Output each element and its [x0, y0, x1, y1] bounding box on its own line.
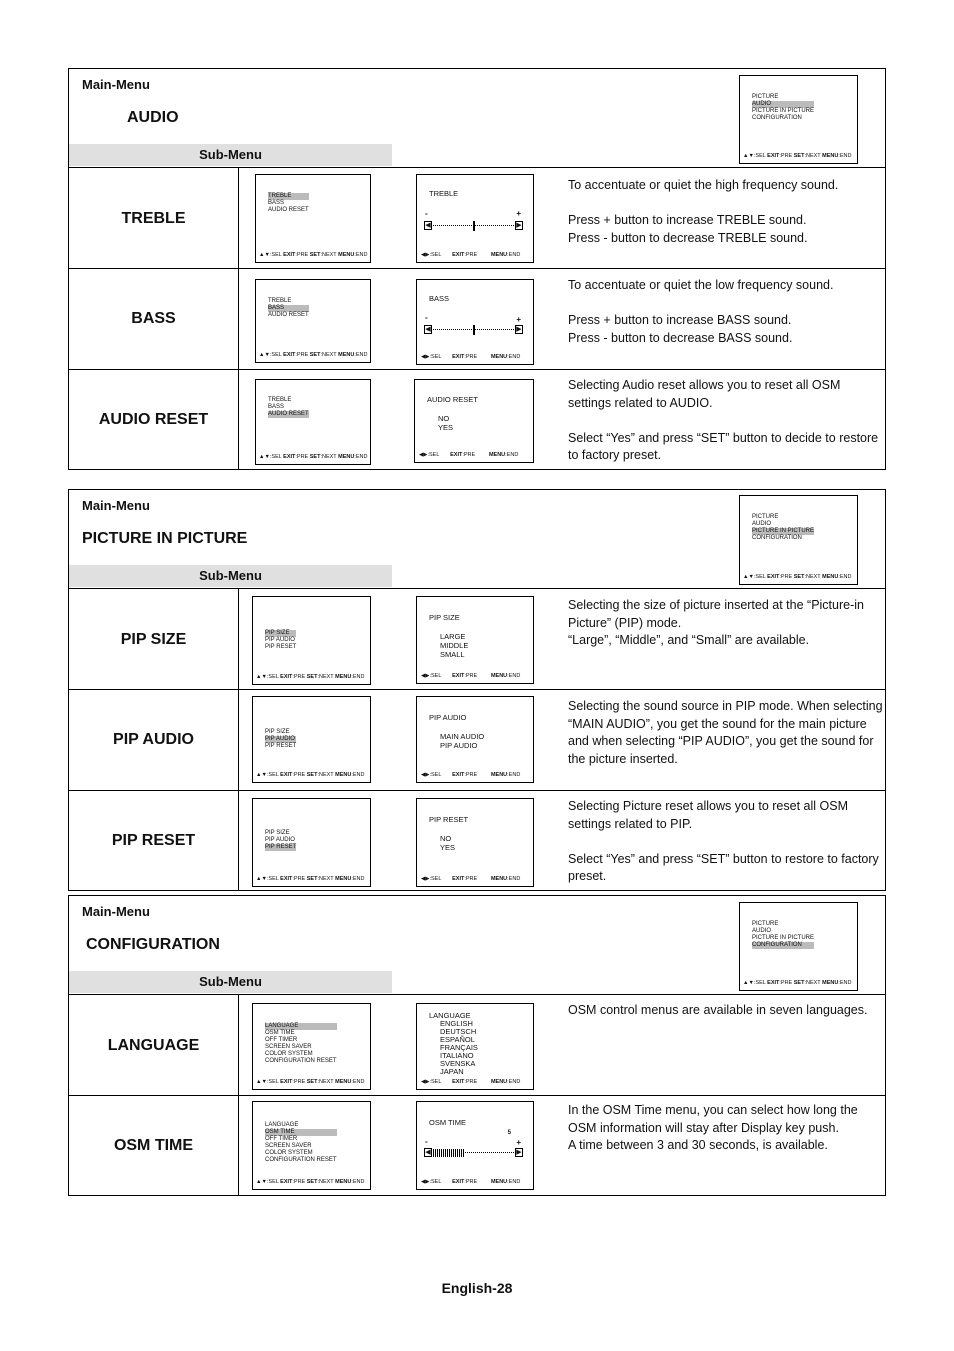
- osm-item-selected: AUDIO RESET: [268, 411, 309, 417]
- dialog-option: ENGLISH: [440, 1019, 473, 1028]
- bass-slider: [424, 325, 523, 335]
- dialog-option: YES: [440, 843, 456, 852]
- dialog-option: ITALIANO: [440, 1051, 474, 1060]
- osm-time-dialog: [416, 1101, 534, 1190]
- osm-item-selected: OSM TIME: [265, 1129, 337, 1136]
- row-description: Selecting the size of picture inserted at the “Picture-in Picture” (PIP) mode. “Large”, “Middle”, and “Small” are available.: [568, 598, 864, 647]
- dialog-option: JAPAN: [440, 1067, 464, 1076]
- osm-item-selected: TREBLE: [268, 193, 309, 200]
- osm-item: SCREEN SAVER: [265, 1143, 312, 1149]
- dialog-option: DEUTSCH: [440, 1027, 477, 1036]
- osm-item: PIP AUDIO: [265, 837, 295, 843]
- section-title: CONFIGURATION: [86, 936, 220, 953]
- row-title-language: LANGUAGE: [107, 1037, 200, 1054]
- osm-pip-audio-dialog: [416, 696, 534, 783]
- plus-label: +: [516, 209, 521, 218]
- osm-item: OSM TIME: [265, 1030, 295, 1036]
- row-description: To accentuate or quiet the high frequency sound. Press + button to increase TREBLE sound. Press - button to decrease TREBLE sound.: [568, 178, 839, 245]
- dialog-option: MIDDLE: [440, 641, 469, 650]
- dialog-option: SMALL: [440, 650, 465, 659]
- osm-item: OFF TIMER: [265, 1037, 298, 1043]
- osm-item: AUDIO RESET: [268, 207, 309, 213]
- main-menu-label: Main-Menu: [82, 498, 150, 513]
- osm-item: PICTURE: [752, 514, 779, 520]
- osm-footer: ▲▼:SEL EXIT:PRE SET:NEXT MENU:END: [256, 674, 365, 680]
- osm-item: BASS: [268, 200, 285, 206]
- row-description: Selecting the sound source in PIP mode. When selecting “MAIN AUDIO”, you get the sound for the main picture and when selecting “PIP AUDIO”, you get the sound for the picture inserted.: [568, 699, 883, 766]
- sub-menu-label: Sub-Menu: [69, 971, 392, 993]
- osm-main-menu: [739, 75, 858, 164]
- left-arrow-icon: ◀: [425, 326, 431, 333]
- osm-treble-dialog: [416, 174, 534, 263]
- osm-submenu: [252, 1003, 371, 1090]
- osm-item: PIP RESET: [265, 743, 297, 749]
- dialog-title: AUDIO RESET: [427, 395, 478, 404]
- osm-item: PICTURE IN PICTURE: [752, 935, 815, 941]
- main-menu-label: Main-Menu: [82, 904, 150, 919]
- osm-footer: ▲▼:SEL EXIT:PRE SET:NEXT MENU:END: [743, 153, 852, 159]
- sub-menu-label: Sub-Menu: [69, 565, 392, 587]
- osm-item: AUDIO RESET: [268, 312, 309, 318]
- osm-item: LANGUAGE: [265, 1122, 299, 1128]
- dialog-title: LANGUAGE: [429, 1011, 471, 1020]
- osm-item: TREBLE: [268, 298, 292, 304]
- section-title: AUDIO: [127, 109, 179, 126]
- dialog-title: PIP SIZE: [429, 613, 460, 622]
- osm-submenu: [252, 596, 371, 685]
- osm-item: PIP AUDIO: [265, 637, 295, 643]
- osm-item: PIP RESET: [265, 644, 297, 650]
- dialog-title: OSM TIME: [429, 1118, 466, 1127]
- osm-time-slider: [424, 1148, 523, 1158]
- dialog-title: PIP AUDIO: [429, 713, 467, 722]
- osm-language-dialog: [416, 1003, 534, 1090]
- dialog-option: YES: [438, 423, 454, 432]
- osm-footer: ◀▶:SEL EXIT:PRE MENU:END: [421, 772, 521, 778]
- right-arrow-icon: ▶: [516, 1149, 522, 1156]
- osm-item-selected: BASS: [268, 305, 309, 312]
- row-description: Selecting Audio reset allows you to reset all OSM settings related to AUDIO. Select “Yes” and press “SET” button to decide to restore to factory preset.: [568, 378, 879, 462]
- configuration-section: [68, 895, 886, 1196]
- osm-item-selected: PICTURE IN PICTURE: [752, 528, 815, 534]
- slider-fill: [433, 1149, 465, 1157]
- dialog-title: TREBLE: [429, 189, 459, 198]
- osm-item-selected: LANGUAGE: [265, 1023, 337, 1030]
- osm-item: COLOR SYSTEM: [265, 1150, 313, 1156]
- row-title-audio-reset: AUDIO RESET: [98, 411, 209, 428]
- osm-submenu: [255, 279, 371, 363]
- osm-item: CONFIGURATION RESET: [265, 1058, 337, 1064]
- osm-submenu: [255, 379, 371, 465]
- osm-footer: ◀▶:SEL EXIT:PRE MENU:END: [421, 1079, 521, 1085]
- page-number: English-28: [441, 1280, 513, 1296]
- osm-footer: ▲▼:SEL EXIT:PRE SET:NEXT MENU:END: [743, 574, 852, 580]
- slider-knob: [473, 325, 475, 335]
- osm-item: PICTURE IN PICTURE: [752, 108, 815, 114]
- osm-footer: ▲▼:SEL EXIT:PRE SET:NEXT MENU:END: [256, 772, 365, 778]
- plus-label: +: [516, 1138, 521, 1147]
- osm-footer: ◀▶:SEL EXIT:PRE MENU:END: [421, 876, 521, 882]
- osm-footer: ◀▶:SEL EXIT:PRE MENU:END: [421, 252, 521, 258]
- dialog-title: PIP RESET: [429, 815, 469, 824]
- osm-bass-dialog: [416, 279, 534, 365]
- treble-slider: [424, 221, 523, 231]
- minus-label: -: [425, 313, 428, 322]
- osm-item: TREBLE: [268, 397, 292, 403]
- minus-label: -: [425, 1137, 428, 1146]
- osm-item: COLOR SYSTEM: [265, 1051, 313, 1057]
- left-arrow-icon: ◀: [425, 222, 431, 229]
- osm-footer: ▲▼:SEL EXIT:PRE SET:NEXT MENU:END: [256, 876, 365, 882]
- row-description: In the OSM Time menu, you can select how long the OSM information will stay after Display key push. A time between 3 and 30 seconds, is available.: [568, 1103, 858, 1152]
- osm-main-menu: [739, 495, 858, 585]
- osm-footer: ▲▼:SEL EXIT:PRE SET:NEXT MENU:END: [743, 980, 852, 986]
- dialog-option: ESPAÑOL: [440, 1035, 475, 1044]
- dialog-option: SVENSKA: [440, 1059, 476, 1068]
- osm-item: CONFIGURATION: [752, 535, 802, 541]
- row-title-pip-reset: PIP RESET: [111, 832, 196, 849]
- row-title-pip-size: PIP SIZE: [120, 631, 187, 648]
- dialog-title: BASS: [429, 294, 450, 303]
- row-title-bass: BASS: [131, 310, 176, 327]
- osm-item-selected: AUDIO: [752, 101, 814, 108]
- osm-footer: ▲▼:SEL EXIT:PRE SET:NEXT MENU:END: [259, 352, 368, 358]
- osm-submenu: [255, 174, 371, 263]
- row-title-osm-time: OSM TIME: [113, 1137, 194, 1154]
- right-arrow-icon: ▶: [516, 222, 522, 229]
- osm-item: OFF TIMER: [265, 1136, 298, 1142]
- osm-item: PICTURE: [752, 94, 779, 100]
- osm-item: PIP SIZE: [265, 729, 290, 735]
- row-title-treble: TREBLE: [121, 210, 186, 227]
- main-menu-label: Main-Menu: [82, 77, 150, 92]
- dialog-option: NO: [440, 834, 452, 843]
- dialog-option: LARGE: [440, 632, 466, 641]
- osm-footer: ▲▼:SEL EXIT:PRE SET:NEXT MENU:END: [256, 1179, 365, 1185]
- osm-footer: ▲▼:SEL EXIT:PRE SET:NEXT MENU:END: [259, 252, 368, 258]
- osm-item: AUDIO: [752, 928, 772, 934]
- row-description: Selecting Picture reset allows you to reset all OSM settings related to PIP. Select “Yes” and press “SET” button to restore to factory preset.: [568, 799, 879, 883]
- osm-submenu: [252, 696, 371, 783]
- osm-item: BASS: [268, 404, 285, 410]
- minus-label: -: [425, 209, 428, 218]
- osm-item-selected: CONFIGURATION: [752, 942, 814, 949]
- dialog-option: FRANÇAIS: [440, 1043, 478, 1052]
- osm-footer: ◀▶:SEL EXIT:PRE MENU:END: [421, 673, 521, 679]
- osm-pip-reset-dialog: [416, 798, 534, 887]
- osm-footer: ▲▼:SEL EXIT:PRE SET:NEXT MENU:END: [256, 1079, 365, 1085]
- dialog-option: MAIN AUDIO: [440, 732, 485, 741]
- audio-section: [68, 68, 886, 470]
- osm-submenu: [252, 798, 371, 887]
- osm-item: CONFIGURATION: [752, 115, 802, 121]
- plus-label: +: [516, 315, 521, 324]
- osm-item: CONFIGURATION RESET: [265, 1157, 337, 1163]
- left-arrow-icon: ◀: [425, 1149, 431, 1156]
- osm-item: AUDIO: [752, 521, 772, 527]
- row-description: OSM control menus are available in seven languages.: [568, 1003, 868, 1017]
- slider-knob: [473, 221, 475, 231]
- dialog-option: NO: [438, 414, 450, 423]
- osm-item: PIP SIZE: [265, 830, 290, 836]
- row-title-pip-audio: PIP AUDIO: [113, 731, 194, 748]
- osm-footer: ▲▼:SEL EXIT:PRE SET:NEXT MENU:END: [259, 454, 368, 460]
- osm-submenu: [252, 1101, 371, 1190]
- osm-item-selected: PIP RESET: [265, 844, 297, 850]
- sub-menu-label: Sub-Menu: [69, 144, 392, 166]
- pip-section: [68, 489, 886, 891]
- section-title: PICTURE IN PICTURE: [82, 530, 248, 547]
- row-description: To accentuate or quiet the low frequency sound. Press + button to increase BASS sound. Press - button to decrease BASS sound.: [568, 278, 834, 345]
- osm-item-selected: PIP AUDIO: [265, 736, 295, 742]
- osm-item: PICTURE: [752, 921, 779, 927]
- osm-footer: ◀▶:SEL EXIT:PRE MENU:END: [421, 354, 521, 360]
- osm-pip-size-dialog: [416, 596, 534, 684]
- osm-item: SCREEN SAVER: [265, 1044, 312, 1050]
- osm-footer: ◀▶:SEL EXIT:PRE MENU:END: [421, 1179, 521, 1185]
- osm-main-menu: [739, 902, 858, 991]
- osm-time-value: 5: [507, 1130, 511, 1136]
- osm-item-selected: PIP SIZE: [265, 630, 296, 637]
- right-arrow-icon: ▶: [516, 326, 522, 333]
- osm-audio-reset-dialog: [414, 379, 534, 463]
- dialog-option: PIP AUDIO: [440, 741, 478, 750]
- osm-footer: ◀▶:SEL EXIT:PRE MENU:END: [419, 452, 519, 458]
